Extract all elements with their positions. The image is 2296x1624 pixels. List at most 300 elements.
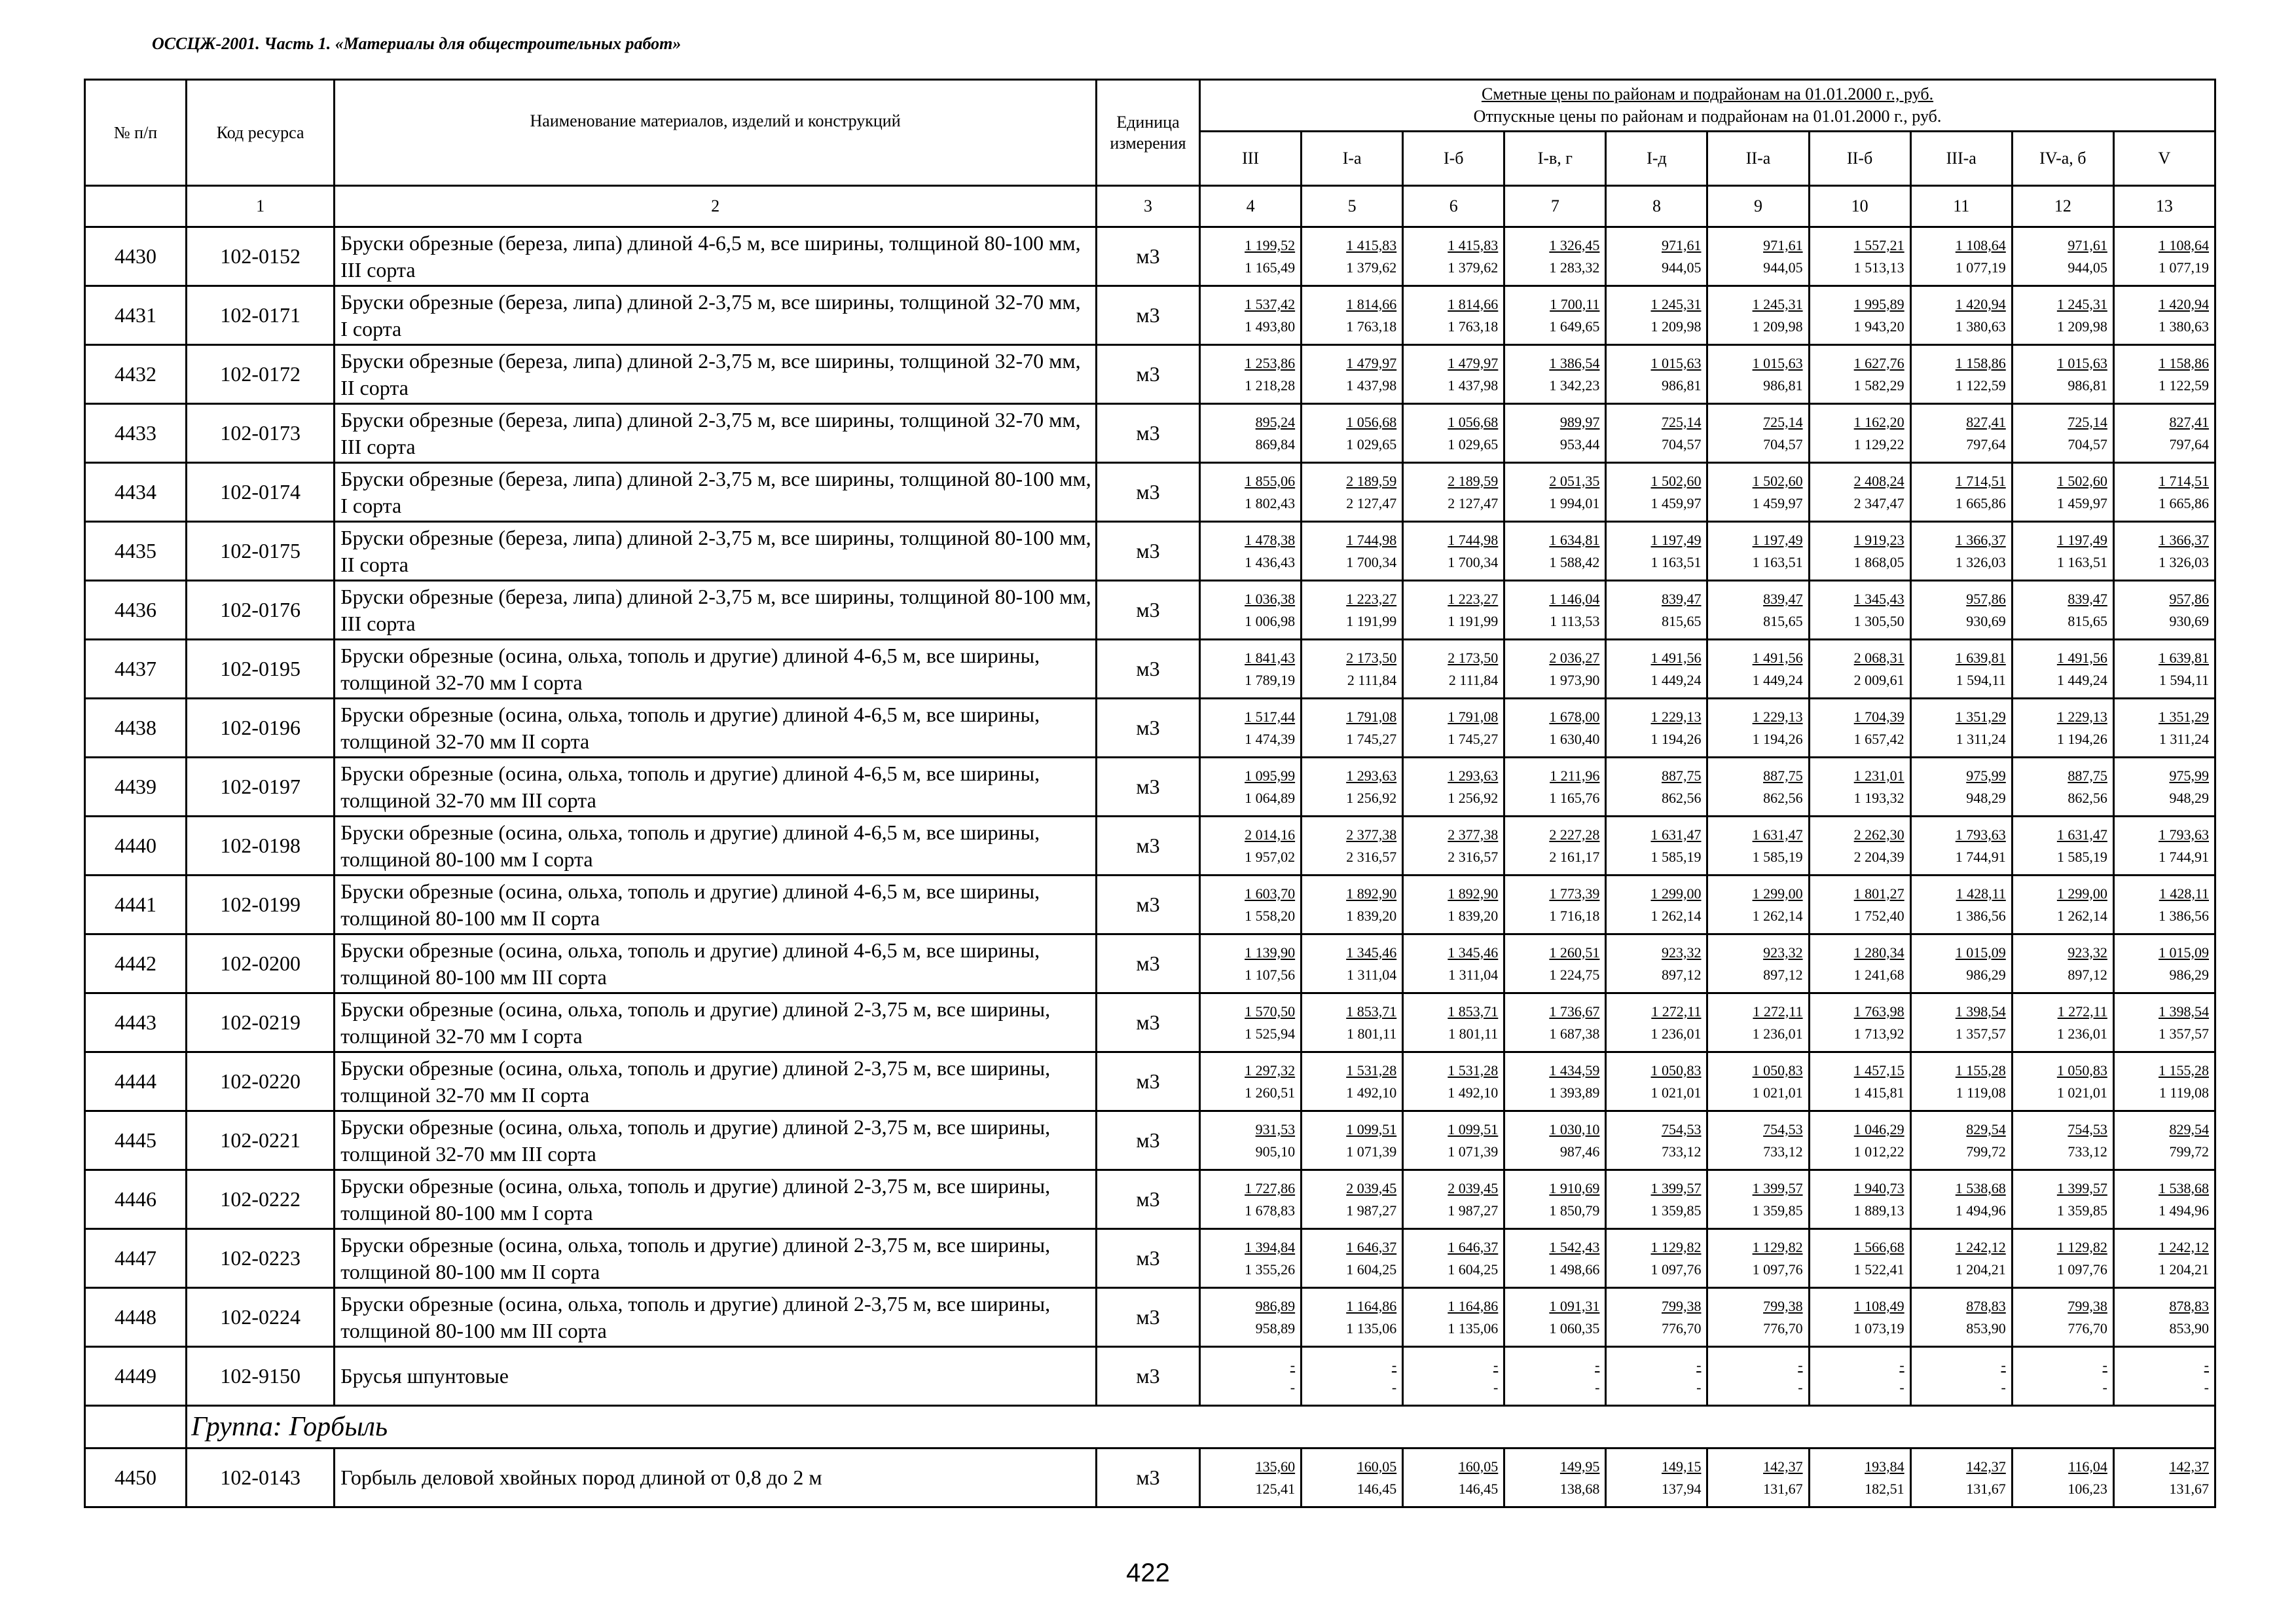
estimate-price: -: [1696, 1356, 1702, 1373]
estimate-price: 1 537,42: [1245, 295, 1296, 312]
estimate-price: 725,14: [1661, 413, 1702, 430]
price-cell: [1809, 1229, 1910, 1288]
estimate-price: -: [1595, 1356, 1600, 1373]
release-price: 1 957,02: [1245, 848, 1296, 865]
estimate-price: 887,75: [1661, 767, 1702, 784]
release-price: 1 801,11: [1448, 1025, 1499, 1042]
estimate-price: 2 227,28: [1549, 826, 1600, 843]
estimate-price: 827,41: [2169, 413, 2209, 430]
release-price: 1 801,11: [1347, 1025, 1397, 1042]
price-cell: [2113, 758, 2215, 817]
release-price: 986,29: [1966, 966, 2006, 983]
release-price: 106,23: [2068, 1480, 2107, 1497]
price-cell: [1504, 463, 1606, 522]
resource-code: 102-0224: [187, 1288, 335, 1347]
estimate-price: 1 428,11: [2159, 885, 2209, 902]
unit-of-measure: м3: [1096, 1288, 1199, 1347]
price-cell: [2012, 934, 2113, 993]
estimate-price: 1 538,68: [1955, 1179, 2006, 1196]
estimate-price: 1 814,66: [1448, 295, 1499, 312]
price-cell: [2012, 463, 2113, 522]
price-cell: [1606, 1288, 1707, 1347]
table-row: [85, 1347, 2215, 1406]
estimate-price: -: [1899, 1356, 1904, 1373]
release-price: 1 386,56: [2159, 907, 2209, 924]
resource-code: 102-0197: [187, 758, 335, 817]
release-price: 1 745,27: [1448, 730, 1499, 747]
price-cell: [1403, 934, 1504, 993]
price-cell: [2012, 1449, 2113, 1507]
price-cell: [2113, 876, 2215, 934]
table-row: [85, 463, 2215, 522]
release-price: 1 077,19: [1955, 259, 2006, 276]
estimate-price: 878,83: [2169, 1297, 2209, 1314]
estimate-price: 829,54: [1966, 1120, 2006, 1137]
unit-of-measure: м3: [1096, 581, 1199, 640]
release-price: 1 163,51: [1650, 553, 1702, 570]
release-price: 1 716,18: [1549, 907, 1600, 924]
price-cell: [1302, 581, 1403, 640]
price-cell: [1302, 404, 1403, 463]
release-price: 1 839,20: [1448, 907, 1499, 924]
release-price: 1 224,75: [1549, 966, 1600, 983]
price-cell: [2012, 286, 2113, 345]
release-price: 1 649,65: [1549, 318, 1600, 335]
release-price: 1 357,57: [2159, 1025, 2209, 1042]
estimate-price: 1 415,83: [1346, 236, 1397, 253]
estimate-price: 1 714,51: [1955, 472, 2006, 489]
price-cell: [1606, 758, 1707, 817]
release-price: 1 437,98: [1448, 377, 1499, 394]
table-row: [85, 876, 2215, 934]
material-name: Бруски обрезные (береза, липа) длиной 4-6,5 м, все ширины, толщиной 80-100 мм, III сорта: [335, 227, 1097, 286]
release-price: -: [2001, 1378, 2006, 1395]
estimate-price: 1 853,71: [1448, 1003, 1499, 1020]
col-number: 5: [1302, 186, 1403, 227]
estimate-price: 887,75: [2068, 767, 2107, 784]
release-price: 1 209,98: [1650, 318, 1702, 335]
row-number: 4436: [85, 581, 187, 640]
price-cell: [1302, 1170, 1403, 1229]
unit-of-measure: м3: [1096, 934, 1199, 993]
col-number: 2: [335, 186, 1097, 227]
estimate-price: 827,41: [1966, 413, 2006, 430]
price-cell: [1302, 227, 1403, 286]
estimate-price: 957,86: [2169, 590, 2209, 607]
release-price: 1 311,24: [2159, 730, 2209, 747]
estimate-price: 1 420,94: [2159, 295, 2209, 312]
price-cell: [1302, 1111, 1403, 1170]
estimate-price: 1 158,86: [1955, 354, 2006, 371]
estimate-price: 975,99: [2169, 767, 2209, 784]
release-price: 1 588,42: [1549, 553, 1600, 570]
price-cell: [2113, 699, 2215, 758]
release-price: 1 359,85: [2056, 1202, 2107, 1219]
price-cell: [1910, 286, 2012, 345]
resource-code: 102-0176: [187, 581, 335, 640]
resource-code: 102-0221: [187, 1111, 335, 1170]
price-cell: [1200, 522, 1302, 581]
row-number: 4441: [85, 876, 187, 934]
estimate-price: 878,83: [1966, 1297, 2006, 1314]
col-number-empty: [85, 186, 187, 227]
estimate-price: -: [2001, 1356, 2006, 1373]
price-cell: [2113, 581, 2215, 640]
price-cell: [1403, 463, 1504, 522]
unit-of-measure: м3: [1096, 876, 1199, 934]
release-price: 1 326,03: [1955, 553, 2006, 570]
estimate-price: 1 050,83: [1650, 1061, 1702, 1079]
estimate-price: 1 491,56: [1650, 649, 1702, 666]
resource-code: 102-0173: [187, 404, 335, 463]
release-price: 1 355,26: [1245, 1261, 1296, 1278]
release-price: 944,05: [1661, 259, 1702, 276]
price-cell: [1403, 522, 1504, 581]
price-cell: [1504, 1170, 1606, 1229]
release-price: 776,70: [1763, 1320, 1803, 1337]
release-price: 1 494,96: [1955, 1202, 2006, 1219]
release-price: 1 119,08: [2159, 1084, 2209, 1101]
release-price: 797,64: [1966, 435, 2006, 452]
page-number: 422: [1126, 1559, 1170, 1587]
price-cell: [1200, 993, 1302, 1052]
release-price: 905,10: [1255, 1143, 1296, 1160]
estimate-price: 1 108,49: [1853, 1297, 1904, 1314]
price-cell: [1809, 758, 1910, 817]
release-price: 1 789,19: [1245, 671, 1296, 688]
estimate-price: 1 253,86: [1245, 354, 1296, 371]
estimate-price: 1 155,28: [1955, 1061, 2006, 1079]
estimate-price: 1 242,12: [1955, 1238, 2006, 1255]
estimate-price: 1 791,08: [1346, 708, 1397, 725]
price-cell: [1606, 286, 1707, 345]
estimate-price: 1 678,00: [1549, 708, 1600, 725]
price-cell: [1707, 581, 1809, 640]
price-cell: [1910, 758, 2012, 817]
release-price: 1 713,92: [1853, 1025, 1904, 1042]
estimate-price: 1 108,64: [1955, 236, 2006, 253]
table-row: [85, 934, 2215, 993]
estimate-price: 1 326,45: [1549, 236, 1600, 253]
row-number: 4448: [85, 1288, 187, 1347]
price-cell: [2012, 758, 2113, 817]
estimate-price: 1 700,11: [1550, 295, 1600, 312]
release-price: 1 218,28: [1245, 377, 1296, 394]
release-price: 1 122,59: [2159, 377, 2209, 394]
release-price: 1 474,39: [1245, 730, 1296, 747]
release-price: 733,12: [1661, 1143, 1702, 1160]
release-price: 1 021,01: [1752, 1084, 1803, 1101]
resource-code: 102-0143: [187, 1449, 335, 1507]
estimate-price: 1 155,28: [2159, 1061, 2209, 1079]
estimate-price: 1 211,96: [1550, 767, 1600, 784]
price-cell: [1707, 1449, 1809, 1507]
estimate-price: 923,32: [1763, 944, 1803, 961]
resource-code: 102-0171: [187, 286, 335, 345]
price-cell: [1504, 522, 1606, 581]
price-cell: [1606, 227, 1707, 286]
release-price: 1 236,01: [2056, 1025, 2107, 1042]
estimate-price: 1 299,00: [1650, 885, 1702, 902]
region-header: II-а: [1707, 132, 1809, 186]
estimate-price: 1 272,11: [1651, 1003, 1702, 1020]
material-name: Бруски обрезные (осина, ольха, тополь и другие) длиной 2-3,75 м, все ширины, толщиной 32-70 мм II сорта: [335, 1052, 1097, 1111]
estimate-price: 1 502,60: [1650, 472, 1702, 489]
estimate-price: 2 173,50: [1448, 649, 1499, 666]
estimate-price: 1 386,54: [1549, 354, 1600, 371]
price-cell: [1707, 345, 1809, 404]
estimate-price: 1 566,68: [1853, 1238, 1904, 1255]
estimate-price: 1 631,47: [1752, 826, 1803, 843]
price-cell: [2012, 522, 2113, 581]
release-price: 1 163,51: [2056, 553, 2107, 570]
estimate-price: 923,32: [1661, 944, 1702, 961]
price-cell: [2012, 1347, 2113, 1406]
estimate-price: 1 892,90: [1448, 885, 1499, 902]
table-row: [85, 640, 2215, 699]
price-cell: [2113, 1449, 2215, 1507]
price-cell: [2113, 1288, 2215, 1347]
table-row: [85, 758, 2215, 817]
estimate-price: 1 245,31: [1752, 295, 1803, 312]
col-number: 12: [2012, 186, 2113, 227]
release-price: 1 326,03: [2159, 553, 2209, 570]
estimate-price: 2 408,24: [1853, 472, 1904, 489]
release-price: 1 006,98: [1245, 612, 1296, 629]
price-cell: [1910, 404, 2012, 463]
estimate-price: 2 189,59: [1346, 472, 1397, 489]
estimate-price: 1 345,46: [1346, 944, 1397, 961]
price-cell: [1504, 817, 1606, 876]
release-price: 1 135,06: [1346, 1320, 1397, 1337]
release-price: 1 994,01: [1549, 494, 1600, 511]
unit-of-measure: м3: [1096, 345, 1199, 404]
release-price: 1 107,56: [1245, 966, 1296, 983]
resource-code: 102-0175: [187, 522, 335, 581]
col-number: 10: [1809, 186, 1910, 227]
price-cell: [1504, 404, 1606, 463]
price-cell: [2012, 1052, 2113, 1111]
estimate-price: 142,37: [1966, 1458, 2006, 1475]
row-number: 4438: [85, 699, 187, 758]
price-cell: [1910, 227, 2012, 286]
release-price: 2 111,84: [1448, 671, 1499, 688]
price-cell: [1707, 1229, 1809, 1288]
price-cell: [1606, 581, 1707, 640]
release-price: 986,81: [1763, 377, 1803, 394]
release-price: 1 379,62: [1448, 259, 1499, 276]
price-cell: [1403, 1052, 1504, 1111]
col-header-name: Наименование материалов, изделий и конструкций: [335, 80, 1097, 186]
release-price: 137,94: [1661, 1480, 1702, 1497]
estimate-price: 1 197,49: [2056, 531, 2107, 548]
material-name: Бруски обрезные (береза, липа) длиной 2-3,75 м, все ширины, толщиной 80-100 мм, I сорта: [335, 463, 1097, 522]
estimate-price: 1 603,70: [1245, 885, 1296, 902]
estimate-price: 1 351,29: [2159, 708, 2209, 725]
release-price: 815,65: [1661, 612, 1702, 629]
group-title: Группа: Горбыль: [187, 1406, 2215, 1449]
price-cell: [1809, 699, 1910, 758]
release-price: 1 135,06: [1448, 1320, 1499, 1337]
price-cell: [1707, 817, 1809, 876]
material-name: Брусья шпунтовые: [335, 1347, 1097, 1406]
estimate-price: 1 272,11: [2057, 1003, 2107, 1020]
price-cell: [2113, 993, 2215, 1052]
estimate-price: 2 262,30: [1853, 826, 1904, 843]
group-empty-cell: [85, 1406, 187, 1449]
unit-of-measure: м3: [1096, 1170, 1199, 1229]
price-cell: [1302, 522, 1403, 581]
release-price: 1 191,99: [1448, 612, 1499, 629]
price-cell: [1809, 1111, 1910, 1170]
price-cell: [2113, 640, 2215, 699]
material-name: Бруски обрезные (осина, ольха, тополь и другие) длиной 2-3,75 м, все ширины, толщиной 32-70 мм I сорта: [335, 993, 1097, 1052]
estimate-price: 1 164,86: [1448, 1297, 1499, 1314]
price-cell: [1707, 758, 1809, 817]
estimate-price: 1 995,89: [1853, 295, 1904, 312]
release-price: 733,12: [2068, 1143, 2107, 1160]
estimate-price: 142,37: [1763, 1458, 1803, 1475]
estimate-price: -: [1391, 1356, 1397, 1373]
price-cell: [2012, 817, 2113, 876]
release-price: 1 492,10: [1346, 1084, 1397, 1101]
estimate-price: -: [2102, 1356, 2107, 1373]
price-cell: [1707, 522, 1809, 581]
price-cell: [1707, 463, 1809, 522]
estimate-price: 1 229,13: [2056, 708, 2107, 725]
release-price: 1 987,27: [1346, 1202, 1397, 1219]
table-row: [85, 1052, 2215, 1111]
estimate-price: 986,89: [1255, 1297, 1296, 1314]
estimate-price: 1 502,60: [2056, 472, 2107, 489]
estimate-price: 1 855,06: [1245, 472, 1296, 489]
release-price: 776,70: [1661, 1320, 1702, 1337]
estimate-price: 1 399,57: [2056, 1179, 2107, 1196]
price-cell: [1606, 1170, 1707, 1229]
region-header: III: [1200, 132, 1302, 186]
price-cell: [1302, 463, 1403, 522]
material-name: Бруски обрезные (береза, липа) длиной 2-3,75 м, все ширины, толщиной 80-100 мм, III сорта: [335, 581, 1097, 640]
estimate-price: 1 146,04: [1549, 590, 1600, 607]
material-name: Бруски обрезные (осина, ольха, тополь и другие) длиной 2-3,75 м, все ширины, толщиной 80-100 мм II сорта: [335, 1229, 1097, 1288]
estimate-price: 1 479,97: [1346, 354, 1397, 371]
price-cell: [1504, 758, 1606, 817]
release-price: 1 113,53: [1550, 612, 1600, 629]
price-cell: [1910, 581, 2012, 640]
estimate-price: 142,37: [2169, 1458, 2209, 1475]
estimate-prices-title: Сметные цены по районам и подрайонам на 01.01.2000 г., руб.: [1481, 84, 1934, 103]
estimate-price: 1 197,49: [1752, 531, 1803, 548]
estimate-price: 1 714,51: [2159, 472, 2209, 489]
price-cell: [1403, 286, 1504, 345]
row-number: 4445: [85, 1111, 187, 1170]
price-cell: [1302, 934, 1403, 993]
release-price: 1 558,20: [1245, 907, 1296, 924]
release-price: 1 493,80: [1245, 318, 1296, 335]
price-cell: [1403, 227, 1504, 286]
row-number: 4435: [85, 522, 187, 581]
estimate-price: 1 557,21: [1853, 236, 1904, 253]
price-cell: [1910, 934, 2012, 993]
estimate-price: 1 398,54: [2159, 1003, 2209, 1020]
estimate-price: 1 801,27: [1853, 885, 1904, 902]
price-cell: [1403, 699, 1504, 758]
price-cell: [1403, 581, 1504, 640]
release-price: 815,65: [1763, 612, 1803, 629]
estimate-price: 1 542,43: [1549, 1238, 1600, 1255]
material-name: Бруски обрезные (осина, ольха, тополь и другие) длиной 4-6,5 м, все ширины, толщиной 80-100 мм II сорта: [335, 876, 1097, 934]
price-cell: [1403, 1347, 1504, 1406]
release-price: 1 436,43: [1245, 553, 1296, 570]
estimate-price: 839,47: [2068, 590, 2107, 607]
price-cell: [2012, 699, 2113, 758]
unit-of-measure: м3: [1096, 1111, 1199, 1170]
estimate-price: 1 517,44: [1245, 708, 1296, 725]
release-price: 1 380,63: [2159, 318, 2209, 335]
release-price: 1 943,20: [1853, 318, 1904, 335]
release-price: 1 029,65: [1448, 435, 1499, 452]
release-price: 1 459,97: [1752, 494, 1803, 511]
price-cell: [1504, 227, 1606, 286]
release-price: 1 449,24: [2056, 671, 2107, 688]
document-header: ОССЦЖ-2001. Часть 1. «Материалы для общестроительных работ»: [152, 34, 682, 53]
price-cell: [1504, 286, 1606, 345]
release-price: 1 868,05: [1853, 553, 1904, 570]
release-price: 944,05: [2068, 259, 2107, 276]
price-cell: [2113, 522, 2215, 581]
release-price: 1 359,85: [1650, 1202, 1702, 1219]
price-cell: [1302, 1347, 1403, 1406]
price-cell: [1403, 876, 1504, 934]
estimate-price: 149,95: [1559, 1458, 1600, 1475]
price-cell: [1504, 640, 1606, 699]
estimate-price: 1 046,29: [1853, 1120, 1904, 1137]
price-cell: [1302, 699, 1403, 758]
release-price: 1 241,68: [1853, 966, 1904, 983]
release-price: 930,69: [2169, 612, 2209, 629]
price-cell: [2113, 463, 2215, 522]
release-price: 1 604,25: [1448, 1261, 1499, 1278]
price-cell: [1200, 1449, 1302, 1507]
price-cell: [1504, 1111, 1606, 1170]
resource-code: 102-0152: [187, 227, 335, 286]
release-price: 986,29: [2169, 966, 2209, 983]
price-cell: [1200, 640, 1302, 699]
price-cell: [1403, 1170, 1504, 1229]
estimate-price: 887,75: [1763, 767, 1803, 784]
release-price: 704,57: [1661, 435, 1702, 452]
release-price: 1 256,92: [1346, 789, 1397, 806]
release-price: 1 165,49: [1245, 259, 1296, 276]
release-price: -: [1595, 1378, 1600, 1395]
price-cell: [1707, 404, 1809, 463]
release-price: 1 585,19: [1650, 848, 1702, 865]
price-cell: [1910, 1052, 2012, 1111]
price-cell: [1606, 463, 1707, 522]
release-price: 1 744,91: [2159, 848, 2209, 865]
price-cell: [1809, 993, 1910, 1052]
estimate-price: 1 260,51: [1549, 944, 1600, 961]
table-row: [85, 286, 2215, 345]
region-header: II-б: [1809, 132, 1910, 186]
estimate-price: 1 297,32: [1245, 1061, 1296, 1079]
resource-code: 102-9150: [187, 1347, 335, 1406]
release-price: 1 630,40: [1549, 730, 1600, 747]
estimate-price: 2 068,31: [1853, 649, 1904, 666]
estimate-price: 1 919,23: [1853, 531, 1904, 548]
estimate-price: 1 910,69: [1549, 1179, 1600, 1196]
material-name: Горбыль деловой хвойных пород длиной от 0,8 до 2 м: [335, 1449, 1097, 1507]
